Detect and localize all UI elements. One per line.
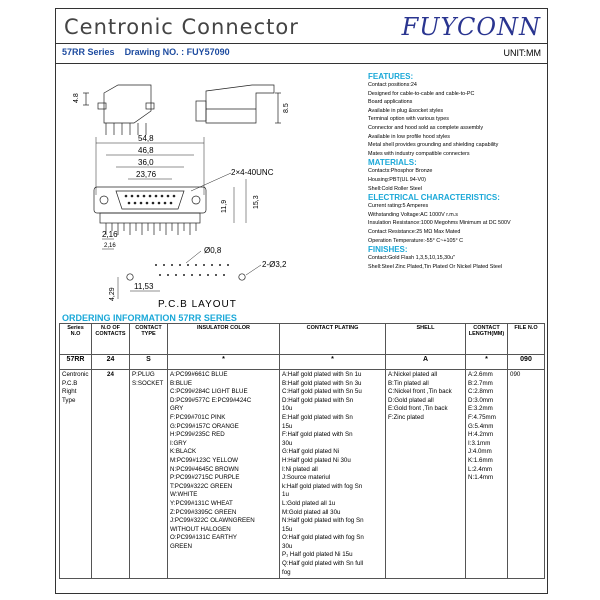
list-item: Current rating:5 Amperes [368,203,429,210]
file-no-cell: 090 [508,370,545,579]
col-header: N.O OF CONTACTS [92,324,130,355]
list-item: Available in low profile hood styles [368,133,451,140]
list-item: Shell:Steel Zinc Plated,Tin Plated Or Nickel Plated Steel [368,263,503,270]
dim-hole-0-8: Ø0,8 [204,246,222,255]
materials-heading: MATERIALS: [368,158,417,168]
technical-drawing [56,63,361,313]
list-item: Housing:PBT(UL 94-V0) [368,176,426,183]
contacts-cell: 24 [92,370,130,579]
code-cell: 57RR [60,355,92,370]
code-cell: * [168,355,280,370]
col-header: SHELL [386,324,466,355]
features-heading: FEATURES: [368,72,414,81]
front-view [94,168,274,239]
contact-length-cell: A:2.6mm B:2.7mm C:2.8mm D:3.0mm E:3.2mm F:4.75mm G:5.4mm H:4.2mm I:3.1mm J:4.0mm K:1.6mm L:2.4mm N:1.4mm [466,370,508,579]
drawing-sheet [55,8,548,594]
page-title: Centronic Connector [64,15,299,39]
dim-4-8: 4.8 [73,93,80,103]
dim-15-3: 15,3 [253,195,260,209]
spec-panel [368,72,548,271]
dim-4-29: 4,29 [109,287,116,301]
list-item: Terminal option with various types [368,116,449,123]
table-header-row [60,324,545,355]
list-item: Available in plug &socket styles [368,107,444,114]
list-item: Contact:Gold Flash 1,3,5,10,15,30u" [368,255,456,262]
brand-logo: FUYCONN [401,13,541,41]
col-header: FILE N.O [508,324,545,355]
dim-46-8: 46,8 [138,146,154,155]
list-item: Shell:Cold Roller Steel [368,185,422,192]
code-cell: 24 [92,355,130,370]
dim-hole-3-2: 2-Ø3,2 [262,260,287,269]
pcb-layout-label: P.C.B LAYOUT [158,299,237,310]
list-item: Contact Resistance:25 MΩ Max Mated [368,228,461,235]
unit-label: UNIT:MM [503,48,541,58]
right-view [196,85,290,123]
list-item: Contact positions:24 [368,82,417,88]
code-cell: S [130,355,168,370]
dim-54-8: 54,8 [138,134,154,143]
dim-23-76: 23,76 [136,170,157,179]
col-header: CONTACT TYPE [130,324,168,355]
finishes-heading: FINISHES: [368,245,408,255]
dim-screw-thread: 2×4-40UNC [231,168,274,177]
dim-8-5: 8.5 [283,103,290,113]
col-header: Series N.O [60,324,92,355]
list-item: Metal shell provides grounding and shielding capability [368,142,499,149]
col-header: INSULATOR COLOR [168,324,280,355]
ordering-heading: ORDERING INFORMATION 57RR SERIES [62,313,237,323]
dim-2-16-top: 2,16 [102,230,118,239]
insulator-color-cell: A:PC99#661C BLUE B:BLUE C:PC99#284C LIGHT BLUE D:PC99#577C E:PC99#424C GRY F:PC99#701C PINK G:PC99#157C ORANGE H:PC99#235C RED I:GRY K:BLACK M:PC99#123C YELLOW N:PC99#4645C BROWN P:PC99#2715C PURPLE T:PC99#322C GREEN W:WHITE Y:PC99#131C WHEAT Z:PC99#3395C GREEN J:PC99#322C OLAWNGREEN WITHOUT HALOGEN O:PC99#131C EARTHY GREEN [168,370,280,579]
dim-2-16-pcb: 2,16 [104,243,116,249]
contact-type-cell: P:PLUG S:SOCKET [130,370,168,579]
list-item: Board applications [368,99,413,106]
series-cell: Centronic P.C.B Right Type [60,370,92,579]
list-item: Mates with industry compatible connecters [368,150,470,157]
dim-11-53: 11,53 [134,282,154,291]
dim-11-9: 11,9 [221,199,228,213]
col-header: CONTACT PLATING [280,324,386,355]
code-cell: * [280,355,386,370]
contact-plating-cell: A:Half gold plated with Sn 1u B:Half gold plated with Sn 3u C:Half gold plated with Sn 5u D:Half gold plated with Sn 10u E:Half gold plated with Sn 15u F:Half gold plated with Sn 30u G:Half gold plated Ni H:Half gold plated Ni 30u I:Ni plated all J:Source materiul k:Half gold plated with fog Sn 1u L:Gold plated all 1u M:Gold plated all 30u N:Half gold plated with fog Sn 15u O:Half gold plated with fog Sn 30u P₁ Half gold plated Ni 15u Q:Half gold plated with Sn full fog [280,370,386,579]
table-row [60,370,545,579]
ordering-table [59,323,545,579]
finishes-list [368,254,548,271]
list-item: Designed for cable-to-cable and cable-to-PC [368,90,475,97]
list-item: Connector and hood sold as complete assembly [368,124,484,131]
table-code-row [60,355,545,370]
shell-cell: A:Nickel plated all B:Tin plated all C:Nickel front ,Tin back D:Gold plated all E:Gold front ,Tin back F:Zinc plated [386,370,466,579]
dim-36-0: 36,0 [138,158,154,167]
list-item: Contacts:Phosphor Bronze [368,168,433,175]
materials-list [368,167,548,193]
drawing-number: Drawing NO. : FUY57090 [124,47,230,57]
front-dimensions [96,134,204,195]
list-item: Insulation Resistance:1000 Megohms Minimum at DC 500V [368,220,511,227]
pcb-layout [102,243,287,310]
list-item: Withstanding Voltage:AC 1000V r.m.s [368,211,458,218]
series-label: 57RR Series Drawing NO. : FUY57090 [62,47,230,57]
code-cell: * [466,355,508,370]
features-list [368,81,548,158]
side-view [73,85,154,135]
code-cell: A [386,355,466,370]
col-header: CONTACT LENGTH(MM) [466,324,508,355]
list-item: Operation Temperature:-55° C~+105° C [368,237,464,244]
electrical-list [368,202,548,245]
title-block [56,9,547,44]
code-cell: 090 [508,355,545,370]
drawing-info-bar [56,43,547,64]
electrical-heading: ELECTRICAL CHARACTERISTICS: [368,193,500,203]
